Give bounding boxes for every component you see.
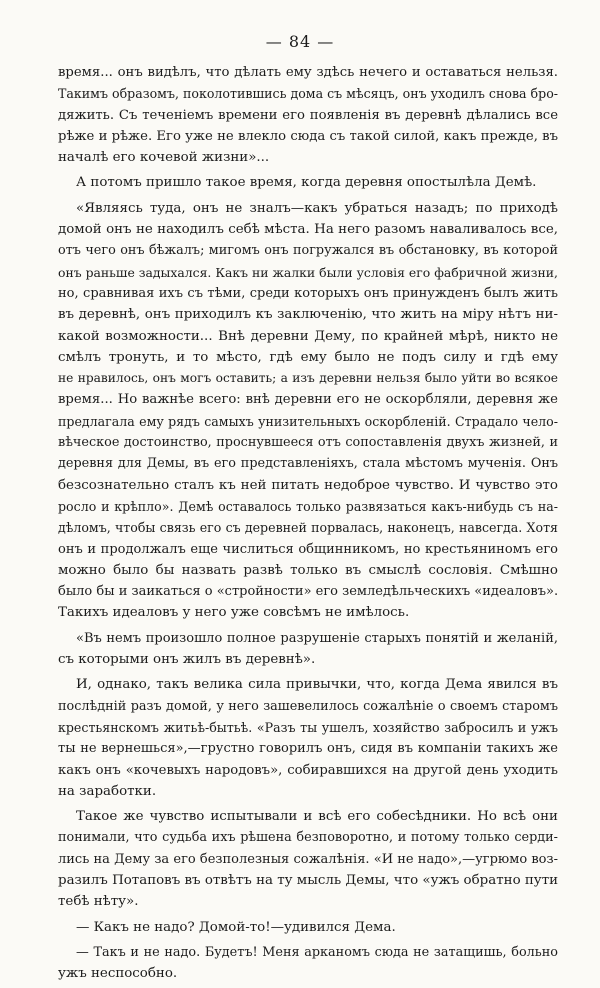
text-line: тебѣ нѣту». <box>58 894 139 910</box>
text-line: не нравилось, онъ могъ оставить; а изъ деревни нельзя было уйти во всякое <box>58 371 558 386</box>
body-text <box>58 62 558 988</box>
text-line: предлагала ему рядъ самыхъ унизительныхъ оскорбленій. Страдало чело- <box>58 413 558 429</box>
text-line: «Являясь туда, онъ не зналъ—какъ убраться назадъ; по приходѣ <box>76 200 558 216</box>
paragraph <box>58 172 558 193</box>
text-line: безсознательно сталъ къ ней питать недоброе чувство. И чувство это <box>58 477 558 493</box>
text-line: ужъ неспособно. <box>58 966 178 982</box>
paragraph <box>58 806 558 912</box>
text-line: деревня для Демы, въ его представленіяхъ, стала мѣстомъ мученія. Онъ <box>58 456 558 472</box>
text-line: крестьянскомъ житьѣ-бытьѣ. «Разъ ты ушелъ, хозяйство забросилъ и ужъ <box>58 719 558 735</box>
text-line: началѣ его кочевой жизни»... <box>58 150 270 166</box>
page-number: — 84 — <box>265 32 335 51</box>
text-line: съ которыми онъ жилъ въ деревнѣ». <box>58 652 316 668</box>
text-line: время... онъ видѣлъ, что дѣлать ему здѣсь нечего и оставаться нельзя. <box>58 65 558 80</box>
text-line: можно было бы назвать развѣ только въ смыслѣ сословія. Смѣшно <box>58 562 558 578</box>
text-line: ты не вернешься»,—грустно говорилъ онъ, сидя въ компаніи такихъ же <box>58 741 558 757</box>
text-line: какой возможности... Внѣ деревни Дему, по крайней мѣрѣ, никто не <box>58 328 558 344</box>
text-line: отъ чего онъ бѣжалъ; мигомъ онъ погружался въ обстановку, въ которой <box>58 243 558 259</box>
text-line: А потомъ пришло такое время, когда деревня опостылѣла Демѣ. <box>76 175 537 191</box>
text-line: онъ раньше задыхался. Какъ ни жалки были условія его фабричной жизни, <box>58 264 558 280</box>
text-line: на заработки. <box>58 783 157 799</box>
text-line: въ деревнѣ, онъ приходилъ къ заключенію, что жить на міру нѣтъ ни- <box>58 307 558 323</box>
text-line: вѣческое достоинство, проснувшееся отъ сопоставленія двухъ жизней, и <box>58 435 558 451</box>
text-line: — Какъ не надо? Домой-то!—удивился Дема. <box>76 919 396 935</box>
text-line: дяжить. Съ теченіемъ времени его появленія въ деревнѣ дѣлались все <box>58 107 558 123</box>
text-line: было бы и заикаться о «стройности» его земледѣльческихъ «идеаловъ». <box>58 584 559 600</box>
text-line: рѣже и рѣже. Его уже не влекло сюда съ такой силой, какъ прежде, въ <box>58 128 558 144</box>
paragraph <box>58 942 558 985</box>
text-line: Такимъ образомъ, поколотившись дома съ мѣсяцъ, онъ уходилъ снова бро- <box>58 86 559 102</box>
text-line: «Въ немъ произошло полное разрушеніе старыхъ понятій и желаній, <box>76 630 558 646</box>
paragraph <box>58 628 558 671</box>
text-line: разилъ Потаповъ въ отвѣтъ на ту мысль Демы, что «ужъ обратно пути <box>58 872 559 888</box>
text-line: лись на Дему за его безполезныя сожалѣнія. «И не надо»,—угрюмо воз- <box>58 851 558 867</box>
text-line: дѣломъ, чтобы связь его съ деревней порвалась, наконецъ, навсегда. Хотя <box>58 520 558 536</box>
text-line: И, однако, такъ велика сила привычки, что, когда Дема явился въ <box>76 677 558 693</box>
text-line: смѣлъ тронуть, и то мѣсто, гдѣ ему было не подъ силу и гдѣ ему <box>58 349 558 365</box>
text-line: Такихъ идеаловъ у него уже совсѣмъ не имѣлось. <box>58 605 410 621</box>
text-line: — Такъ и не надо. Будетъ! Меня арканомъ сюда не затащишь, больно <box>76 944 558 960</box>
text-line: Такое же чувство испытывали и всѣ его собесѣдники. Но всѣ они <box>76 809 558 825</box>
paragraph <box>58 917 558 938</box>
text-line: но, сравнивая ихъ съ тѣми, среди которыхъ онъ принужденъ былъ жить <box>58 285 558 301</box>
paragraph <box>58 62 558 168</box>
paragraph <box>58 198 558 624</box>
text-line: послѣдній разъ домой, у него зашевелилось сожалѣніе о своемъ старомъ <box>58 698 558 714</box>
text-line: росло и крѣпло». Демѣ оставалось только развязаться какъ-нибудь съ на- <box>58 498 558 514</box>
text-line: время... Но важнѣе всего: внѣ деревни его не оскорбляли, деревня же <box>58 392 558 408</box>
paragraph <box>58 674 558 802</box>
text-line: домой онъ не находилъ себѣ мѣста. На него разомъ наваливалось все, <box>58 222 558 238</box>
text-line: онъ и продолжалъ еще числиться общинникомъ, но крестьяниномъ его <box>58 541 558 557</box>
text-line: какъ онъ «кочевыхъ народовъ», собиравшихся на другой день уходить <box>58 762 558 778</box>
text-line: понимали, что судьба ихъ рѣшена безповоротно, и потому только серди- <box>58 830 558 846</box>
